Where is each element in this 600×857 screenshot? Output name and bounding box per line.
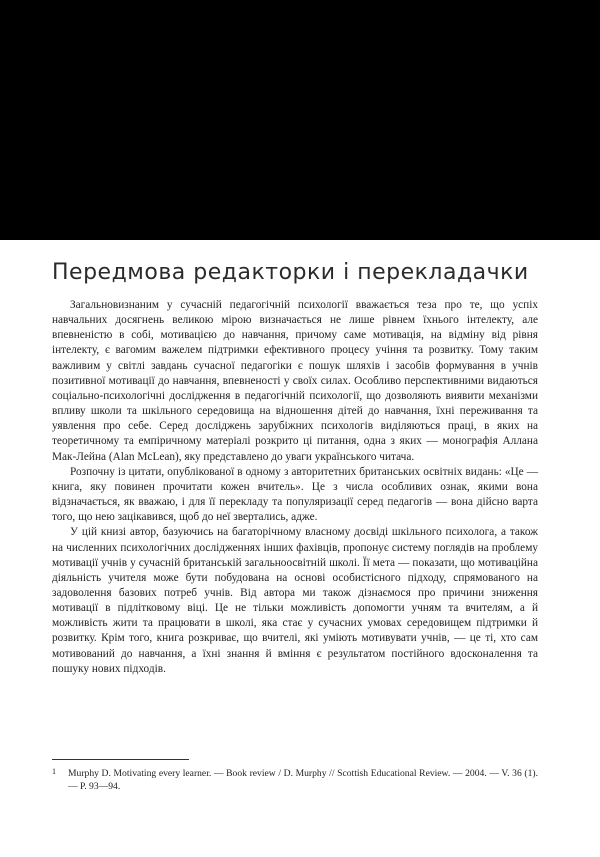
footnote-separator bbox=[52, 759, 189, 760]
chapter-heading: Передмова редакторки і перекладачки bbox=[52, 260, 529, 285]
footnote-mark: 1 bbox=[52, 767, 56, 776]
body-text bbox=[52, 298, 538, 677]
paragraph-1: Загальновизнаним у сучасній педагогічній психології вважається теза про те, що успіх навчальних досягнень великою мірою визначається не лише рівнем їхнього інтелекту, але впевненістю в собі, мотивацією до навчання, причому саме мотивація, на відміну від рівня інтелекту, є вагомим важелем підтримки ефективного процесу учіння та розвитку. Тому таким важливим у світлі завдань сучасної педагогіки є пошук шляхів і засобів формування в учнів позитивної мотивації до навчання, впевненості у своїх силах. Особливо перспективними видаються соціально-психологічні дослідження в педагогічній психології, що дозволяють виявити механізми впливу школи та шкільного середовища на відношення дітей до навчання, їхні переживання та уявлення про себе. Серед досліджень зарубіжних психологів виділяються праці, в яких на теоретичному та емпіричному матеріалі розкрито ці питання, одна з яких — монографія Аллана Мак-Лейна (Alan McLean), яку представлено до уваги українського читача. bbox=[52, 299, 538, 463]
document-page bbox=[0, 240, 600, 857]
footnote bbox=[52, 767, 538, 793]
paragraph-2: Розпочну із цитати, опублікованої в одному з авторитетних британських освітніх видань: «Це — книга, яку повинен прочитати кожен вчитель». Це з числа особливих ознак, якими вона відзначається, як вважаю, і для її перекладу та популяризації серед педагогів — вона дійсно варта того, що нею зацікавився, щоб до неї звертались, адже. bbox=[52, 465, 538, 524]
paragraph-3: У цій книзі автор, базуючись на багаторічному власному досвіді шкільного психолога, а також на численних психологічних дослідженнях інших фахівців, пропонує систему поглядів на проблему мотивації учнів у сучасній британській загальноосвітній школі. Її мета — показати, що мотиваційна діяльність учителя може бути побудована на основі особистісного підходу, спрямованого на задоволення базових потреб учнів. Від автора ми також дізнаємося про причини зниження мотивації в підлітковому віці. Це не тільки можливість допомогти учням та вчителям, а й можливість жити та працювати в школі, яка стає у сучасних умовах середовищем підтримки й розвитку. Крім того, книга розкриває, що вчителі, які уміють мотивувати учнів, — це ті, хто сам мотивований до навчання, а їхні знання й вміння є результатом постійного вдосконалення та пошуку нових підходів. bbox=[52, 526, 538, 675]
footnote-text: Murphy D. Motivating every learner. — Book review / D. Murphy // Scottish Educational Review. — 2004. — V. 36 (1). — P. 93—94. bbox=[68, 768, 538, 792]
